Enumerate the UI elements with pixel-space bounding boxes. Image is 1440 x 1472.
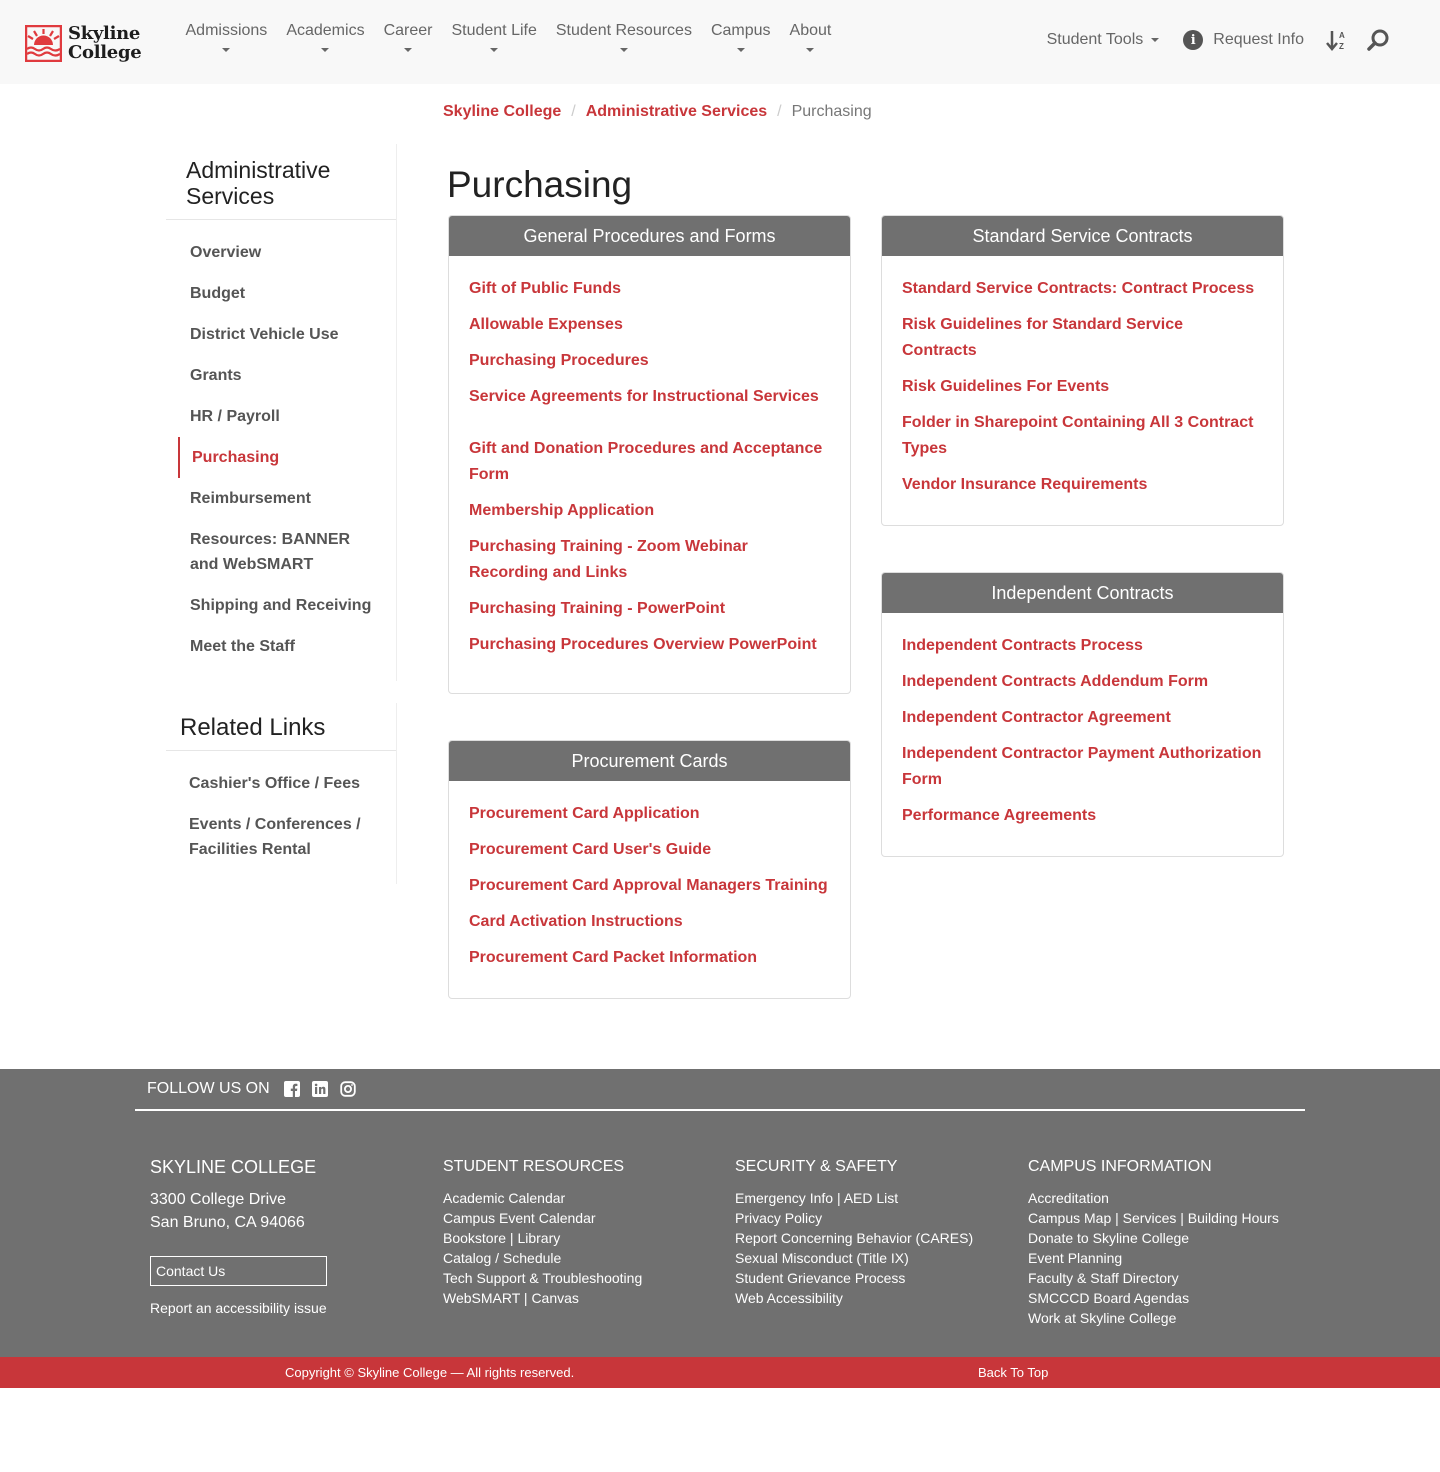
breadcrumb-separator: / <box>571 103 576 120</box>
breadcrumb-home[interactable]: Skyline College <box>443 103 562 120</box>
request-info-label: Request Info <box>1213 31 1304 48</box>
link-membership-application[interactable]: Membership Application <box>469 502 655 519</box>
nav-admissions[interactable] <box>176 22 277 52</box>
sidebar-item-budget[interactable]: Budget <box>190 285 246 302</box>
nav-campus[interactable] <box>701 22 780 52</box>
link-gift-donation-procedures[interactable]: Gift and Donation Procedures and Acceptance Form <box>469 440 823 483</box>
nav-academics[interactable] <box>277 22 374 52</box>
nav-label: Student Life <box>451 22 537 39</box>
section-nav <box>166 144 397 681</box>
breadcrumb-current: Purchasing <box>791 103 872 120</box>
footer-link[interactable]: Tech Support & Troubleshooting <box>443 1270 643 1286</box>
svg-text:A: A <box>1339 31 1345 40</box>
card-body <box>882 256 1283 526</box>
card-body <box>449 256 850 692</box>
nav-label: Academics <box>286 22 365 39</box>
link-purchasing-procedures[interactable]: Purchasing Procedures <box>469 352 649 369</box>
footer-link[interactable]: Emergency Info | AED List <box>735 1190 899 1206</box>
footer-student-resources <box>443 1158 642 1308</box>
nav-label: Student Resources <box>555 22 692 39</box>
link-ic-process[interactable]: Independent Contracts Process <box>902 637 1143 654</box>
link-pcard-approval-training[interactable]: Procurement Card Approval Managers Training <box>469 877 828 894</box>
link-contract-process[interactable]: Standard Service Contracts: Contract Process <box>902 280 1255 297</box>
card-body <box>449 781 850 999</box>
related-links-title: Related Links <box>166 703 396 751</box>
card-header: Procurement Cards <box>449 741 850 781</box>
caret-down-icon <box>806 48 814 52</box>
link-risk-guidelines-events[interactable]: Risk Guidelines For Events <box>902 378 1110 395</box>
copyright-text: Copyright © Skyline College — All rights reserved. <box>285 1365 575 1380</box>
student-tools-label: Student Tools <box>1046 31 1144 48</box>
link-vendor-insurance[interactable]: Vendor Insurance Requirements <box>902 476 1148 493</box>
link-risk-guidelines-standard[interactable]: Risk Guidelines for Standard Service Contracts <box>902 316 1183 359</box>
related-links <box>166 703 397 884</box>
link-sharepoint-folder[interactable]: Folder in Sharepoint Containing All 3 Contract Types <box>902 414 1254 457</box>
skyline-sun-logo-icon <box>25 25 62 62</box>
related-link-events-facilities[interactable]: Events / Conferences / Facilities Rental <box>189 816 361 858</box>
card-header: Independent Contracts <box>882 573 1283 613</box>
card-body <box>882 613 1283 857</box>
footer-address-line-2: San Bruno, CA 94066 <box>150 1214 305 1231</box>
link-pcard-packet[interactable]: Procurement Card Packet Information <box>469 949 758 966</box>
logo-text <box>68 24 141 62</box>
report-accessibility-link[interactable]: Report an accessibility issue <box>150 1300 327 1316</box>
footer-link[interactable]: Bookstore | Library <box>443 1230 561 1246</box>
footer-link[interactable]: Campus Event Calendar <box>443 1210 596 1226</box>
nav-label: Career <box>383 22 433 39</box>
search-icon[interactable] <box>1366 28 1390 52</box>
breadcrumb-administrative-services[interactable]: Administrative Services <box>585 103 768 120</box>
nav-student-resources[interactable] <box>546 22 701 52</box>
card-header: Standard Service Contracts <box>882 216 1283 256</box>
footer-security-safety <box>735 1158 973 1308</box>
caret-down-icon <box>490 48 498 52</box>
card-general-procedures <box>448 215 851 694</box>
link-purchasing-overview-powerpoint[interactable]: Purchasing Procedures Overview PowerPoint <box>469 636 817 653</box>
nav-career[interactable] <box>374 22 442 52</box>
sidebar-title: Administrative Services <box>166 144 396 220</box>
site-footer <box>0 1069 1440 1357</box>
student-tools-dropdown[interactable] <box>1047 31 1160 49</box>
page-title: Purchasing <box>447 164 633 205</box>
footer-link[interactable]: Web Accessibility <box>735 1290 843 1306</box>
footer-link[interactable]: WebSMART | Canvas <box>443 1290 579 1306</box>
main-nav <box>176 22 841 52</box>
caret-down-icon <box>321 48 329 52</box>
sidebar-item-reimbursement[interactable]: Reimbursement <box>190 490 311 507</box>
linkedin-icon[interactable] <box>312 1081 328 1097</box>
link-pcard-users-guide[interactable]: Procurement Card User's Guide <box>469 841 712 858</box>
card-header: General Procedures and Forms <box>449 216 850 256</box>
sidebar <box>166 144 397 884</box>
link-service-agreements[interactable]: Service Agreements for Instructional Services <box>469 388 819 405</box>
sidebar-item-district-vehicle-use[interactable]: District Vehicle Use <box>190 326 339 343</box>
footer-campus-information <box>1028 1158 1279 1328</box>
follow-us-bar <box>135 1069 1305 1111</box>
follow-us-label: FOLLOW US ON <box>147 1080 270 1097</box>
site-header <box>0 0 1440 84</box>
sidebar-item-resources-banner[interactable]: Resources: BANNER and WebSMART <box>190 531 351 573</box>
footer-link[interactable]: Donate to Skyline College <box>1028 1230 1190 1246</box>
card-standard-service-contracts <box>881 215 1284 526</box>
link-ic-payment-authorization[interactable]: Independent Contractor Payment Authorization Form <box>902 745 1262 788</box>
breadcrumb-separator: / <box>777 103 782 120</box>
nav-label: About <box>789 22 832 39</box>
link-purchasing-training-powerpoint[interactable]: Purchasing Training - PowerPoint <box>469 600 726 617</box>
sidebar-item-grants[interactable]: Grants <box>190 367 242 384</box>
footer-college-info <box>150 1158 327 1318</box>
nav-student-life[interactable] <box>442 22 546 52</box>
footer-link[interactable]: Student Grievance Process <box>735 1270 906 1286</box>
related-link-cashiers-office[interactable]: Cashier's Office / Fees <box>189 775 360 792</box>
back-to-top-link[interactable]: Back To Top <box>978 1365 1049 1380</box>
contact-us-button[interactable]: Contact Us <box>150 1256 327 1286</box>
footer-column-title: SECURITY & SAFETY <box>735 1158 898 1175</box>
footer-link[interactable]: Campus Map | Services | Building Hours <box>1028 1210 1279 1226</box>
svg-text:Z: Z <box>1339 42 1344 51</box>
caret-down-icon <box>620 48 628 52</box>
nav-label: Campus <box>710 22 771 39</box>
link-card-activation[interactable]: Card Activation Instructions <box>469 913 683 930</box>
link-pcard-application[interactable]: Procurement Card Application <box>469 805 700 822</box>
logo-line-1: Skyline <box>68 23 141 44</box>
breadcrumb <box>443 103 872 121</box>
a-z-index-icon[interactable] <box>1326 28 1348 52</box>
caret-down-icon <box>222 48 230 52</box>
footer-link[interactable]: Academic Calendar <box>443 1190 566 1206</box>
related-links-menu <box>166 751 396 884</box>
card-procurement-cards <box>448 740 851 999</box>
link-ic-agreement[interactable]: Independent Contractor Agreement <box>902 709 1171 726</box>
footer-link[interactable]: Sexual Misconduct (Title IX) <box>735 1250 909 1266</box>
footer-link[interactable]: SMCCCD Board Agendas <box>1028 1290 1190 1306</box>
footer-link[interactable]: Privacy Policy <box>735 1210 823 1226</box>
link-purchasing-training-zoom[interactable]: Purchasing Training - Zoom Webinar Recording and Links <box>469 538 748 581</box>
card-independent-contracts <box>881 572 1284 857</box>
sidebar-item-shipping-receiving[interactable]: Shipping and Receiving <box>190 597 372 614</box>
nav-about[interactable] <box>780 22 841 52</box>
link-performance-agreements[interactable]: Performance Agreements <box>902 807 1097 824</box>
footer-link[interactable]: Event Planning <box>1028 1250 1123 1266</box>
link-gift-of-public-funds[interactable]: Gift of Public Funds <box>469 280 621 297</box>
info-circle-icon: i <box>1183 30 1203 50</box>
sidebar-item-purchasing[interactable]: Purchasing <box>178 437 396 478</box>
footer-column-title: CAMPUS INFORMATION <box>1028 1158 1212 1175</box>
footer-college-title: SKYLINE COLLEGE <box>150 1157 317 1177</box>
sidebar-item-meet-the-staff[interactable]: Meet the Staff <box>190 638 295 655</box>
footer-link[interactable]: Report Concerning Behavior (CARES) <box>735 1230 974 1246</box>
footer-column-title: STUDENT RESOURCES <box>443 1158 625 1175</box>
request-info-link[interactable] <box>1183 30 1304 50</box>
instagram-icon[interactable] <box>340 1081 356 1097</box>
footer-link[interactable]: Catalog / Schedule <box>443 1250 562 1266</box>
caret-down-icon <box>737 48 745 52</box>
link-ic-addendum[interactable]: Independent Contracts Addendum Form <box>902 673 1209 690</box>
caret-down-icon <box>404 48 412 52</box>
sidebar-item-hr-payroll[interactable]: HR / Payroll <box>190 408 280 425</box>
logo-line-2: College <box>68 42 142 63</box>
footer-link[interactable]: Accreditation <box>1028 1190 1109 1206</box>
footer-link[interactable]: Work at Skyline College <box>1028 1310 1177 1326</box>
sidebar-menu <box>166 220 396 681</box>
logo-link[interactable] <box>25 24 141 62</box>
utility-nav <box>1047 28 1390 52</box>
copyright-bar <box>0 1357 1440 1388</box>
nav-label: Admissions <box>185 22 268 39</box>
footer-link[interactable]: Faculty & Staff Directory <box>1028 1270 1179 1286</box>
facebook-icon[interactable] <box>284 1081 300 1097</box>
link-allowable-expenses[interactable]: Allowable Expenses <box>469 316 623 333</box>
sidebar-item-overview[interactable]: Overview <box>190 244 262 261</box>
footer-address-line-1: 3300 College Drive <box>150 1191 287 1208</box>
caret-down-icon <box>1151 38 1159 42</box>
